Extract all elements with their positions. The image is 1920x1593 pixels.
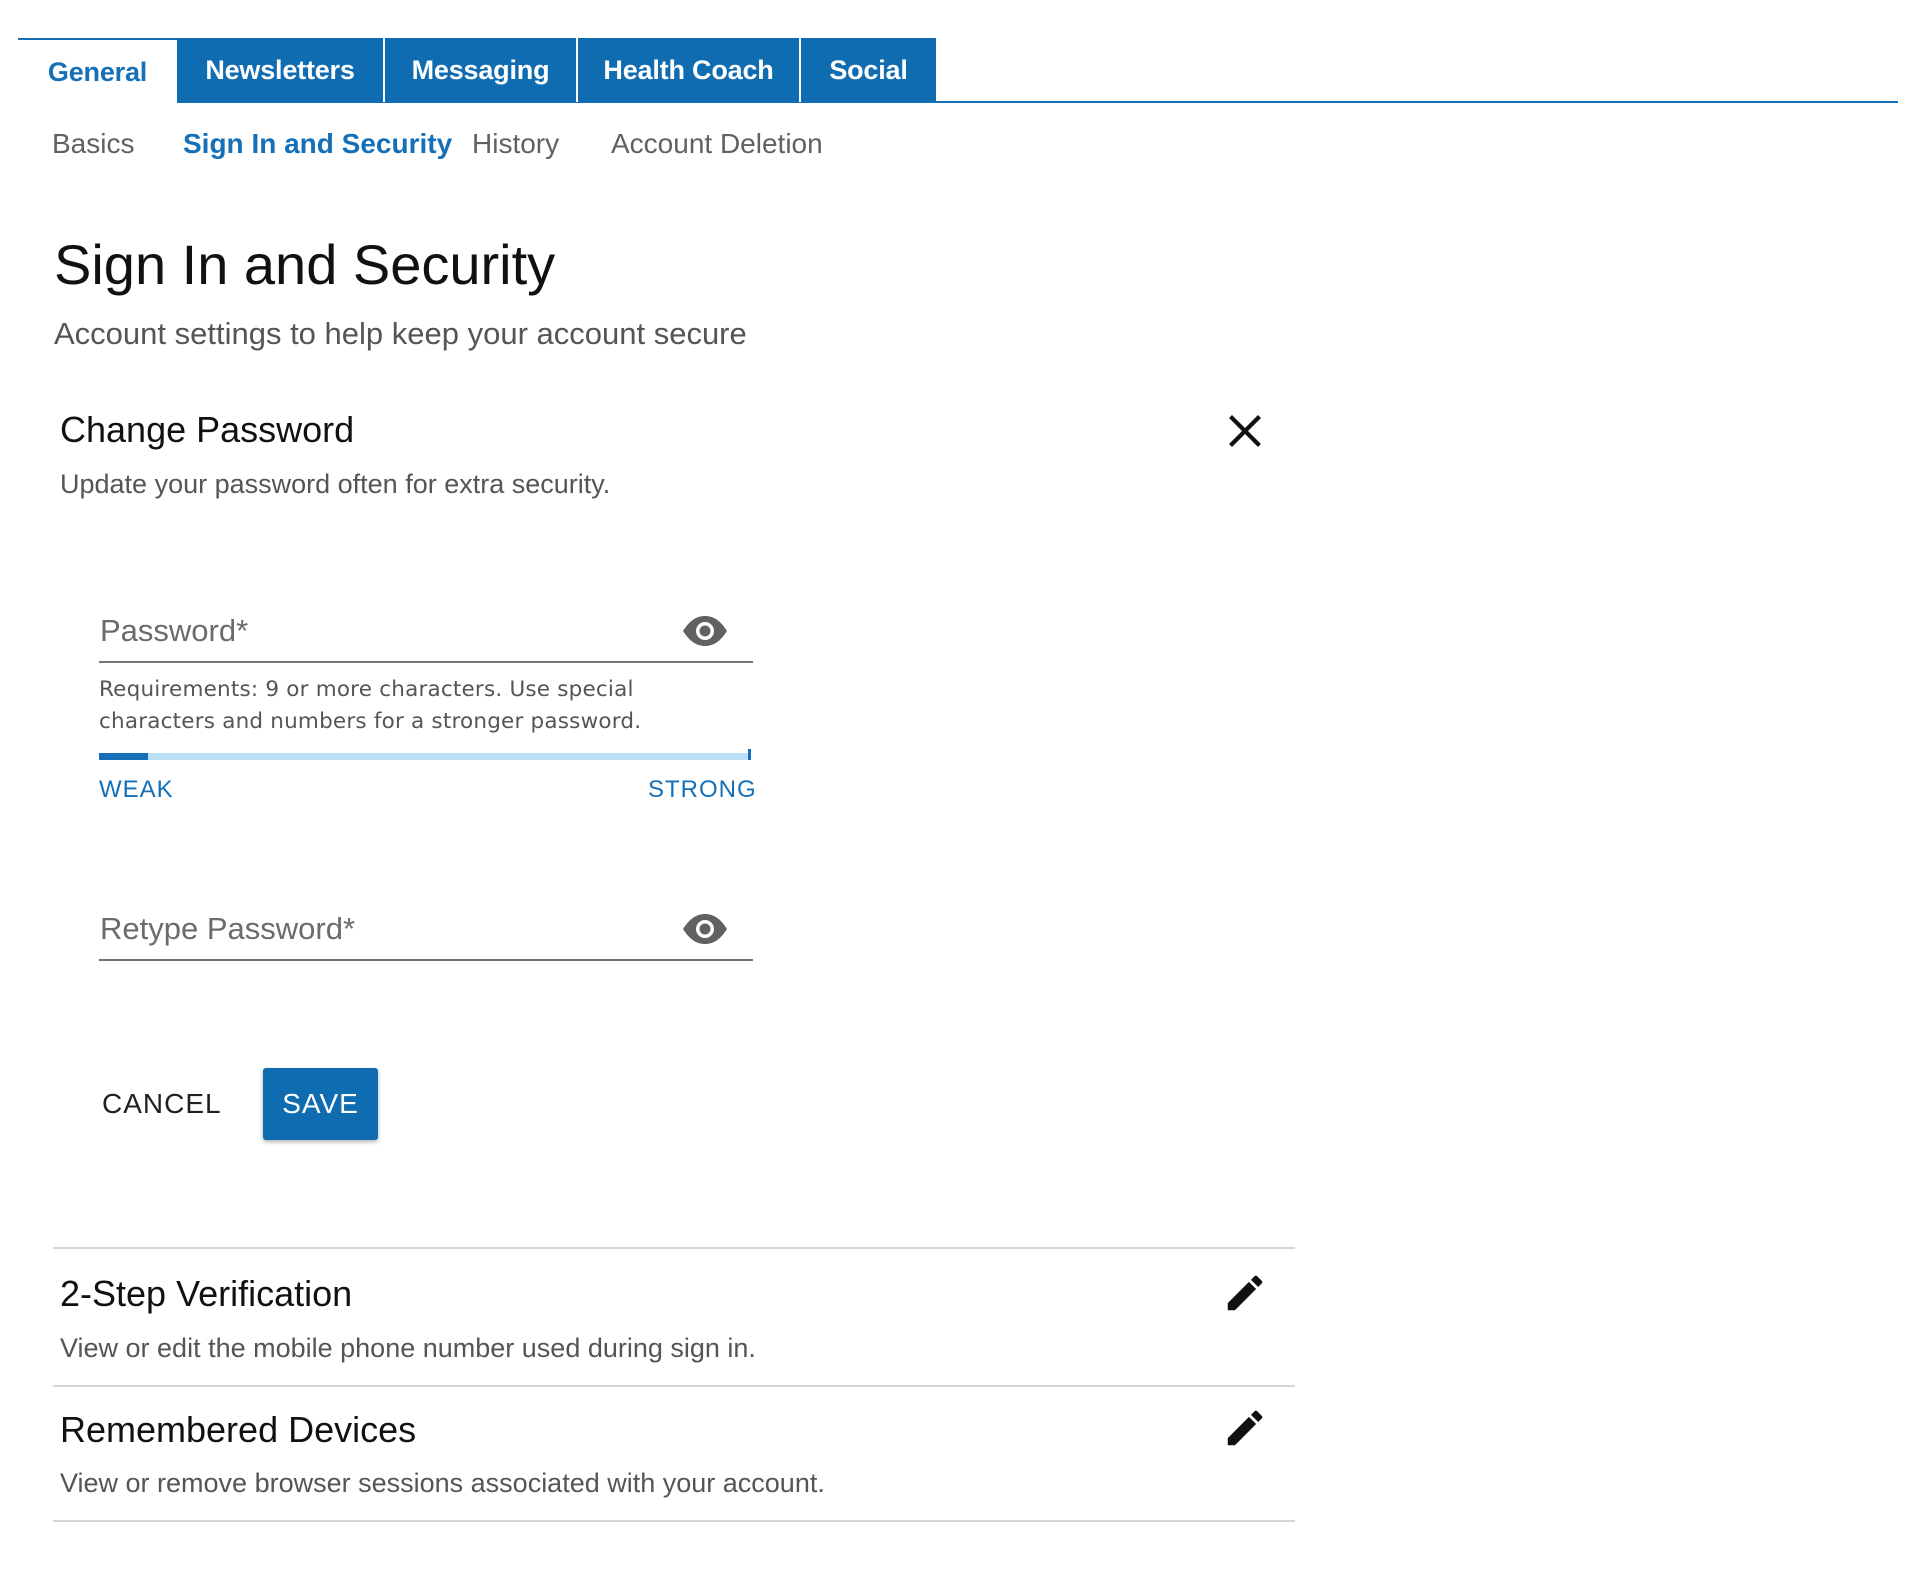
password-input[interactable]	[99, 603, 659, 659]
subnav-sign-in-and-security[interactable]: Sign In and Security	[183, 128, 453, 159]
tab-health-coach[interactable]	[578, 38, 799, 102]
strength-strong-label: STRONG	[648, 776, 757, 803]
edit-two-step-verification-button[interactable]	[1222, 1270, 1268, 1316]
remembered-devices-description: View or remove browser sessions associated with your account.	[60, 1468, 825, 1498]
eye-icon	[681, 909, 729, 949]
two-step-verification-description: View or edit the mobile phone number used during sign in.	[60, 1333, 756, 1363]
close-icon	[1222, 408, 1268, 454]
remembered-devices-title: Remembered Devices	[60, 1409, 417, 1450]
tab-label: Health Coach	[603, 54, 774, 85]
change-password-description: Update your password often for extra security.	[60, 469, 611, 499]
tab-general[interactable]	[18, 38, 177, 104]
tab-messaging[interactable]	[385, 38, 576, 102]
save-button[interactable]: SAVE	[263, 1068, 378, 1140]
eye-icon	[681, 611, 729, 651]
top-tab-bar	[18, 38, 1898, 103]
tab-label: Messaging	[411, 54, 550, 85]
tab-label: General	[47, 56, 148, 87]
subnav-account-deletion[interactable]: Account Deletion	[611, 128, 823, 159]
pencil-icon	[1222, 1270, 1268, 1316]
edit-remembered-devices-button[interactable]	[1222, 1405, 1268, 1451]
tab-label: Newsletters	[205, 54, 355, 85]
page-subtitle: Account settings to help keep your account secure	[54, 316, 747, 351]
password-field	[99, 603, 753, 663]
retype-password-input[interactable]	[99, 901, 659, 957]
tab-social[interactable]	[801, 38, 936, 102]
retype-password-field	[99, 901, 753, 961]
password-strength-end-marker	[748, 749, 751, 760]
requirements-line: characters and numbers for a stronger password.	[99, 709, 642, 734]
section-divider	[53, 1520, 1295, 1522]
cancel-button[interactable]: CANCEL	[88, 1068, 236, 1140]
section-divider	[53, 1247, 1295, 1249]
requirements-line: Requirements: 9 or more characters. Use special	[99, 677, 634, 702]
toggle-retype-visibility-button[interactable]	[681, 909, 729, 949]
close-change-password-button[interactable]	[1222, 408, 1268, 454]
password-requirements	[99, 674, 759, 738]
subnav-basics[interactable]: Basics	[52, 128, 135, 159]
toggle-password-visibility-button[interactable]	[681, 611, 729, 651]
subnav-history[interactable]: History	[472, 128, 560, 159]
tab-label: Social	[829, 54, 908, 85]
page-title: Sign In and Security	[54, 233, 556, 296]
password-strength-fill	[99, 753, 148, 760]
pencil-icon	[1222, 1405, 1268, 1451]
tab-newsletters[interactable]	[177, 38, 383, 102]
change-password-title: Change Password	[60, 409, 355, 450]
two-step-verification-title: 2-Step Verification	[60, 1273, 353, 1314]
strength-weak-label: WEAK	[99, 776, 174, 803]
password-strength-meter	[99, 753, 751, 760]
section-divider	[53, 1385, 1295, 1387]
